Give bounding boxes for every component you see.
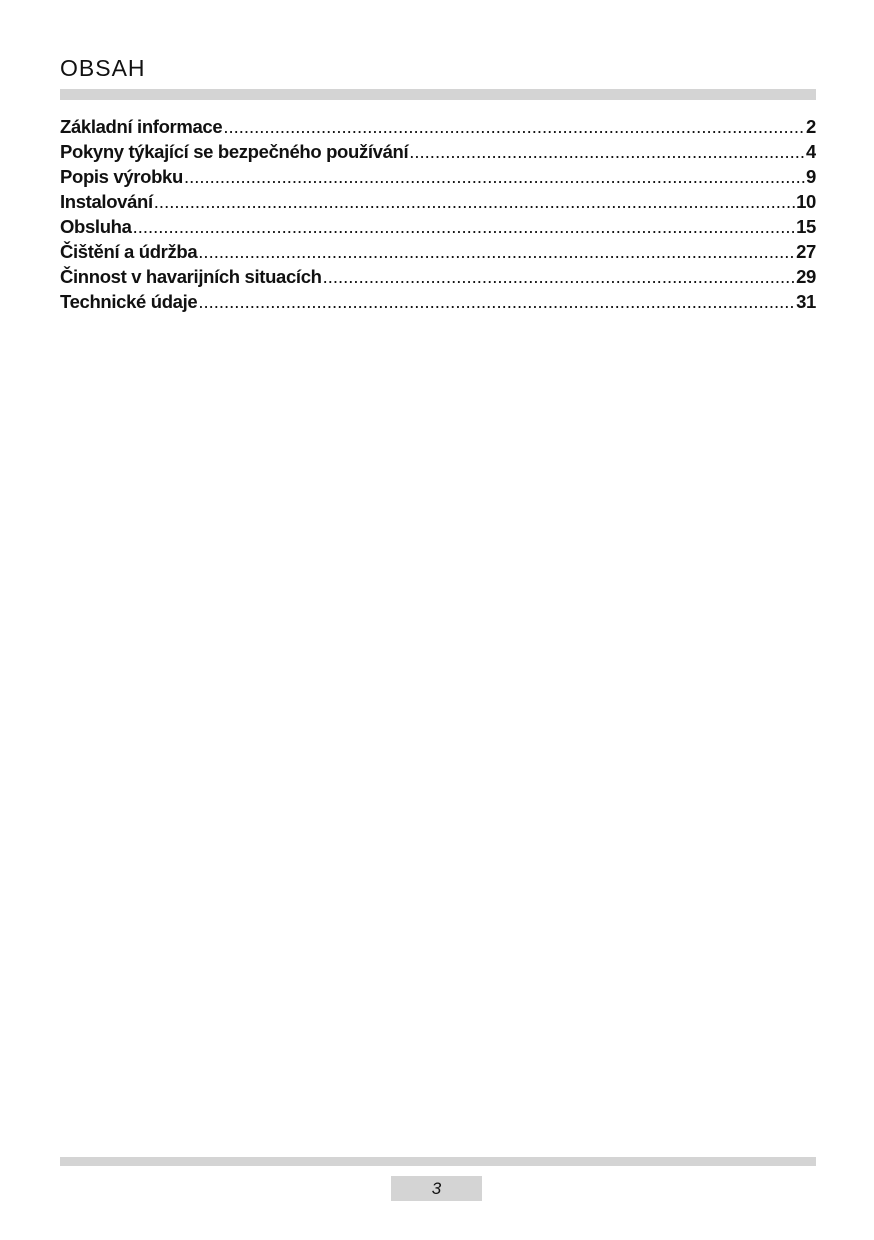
toc-entry-label: Technické údaje	[60, 291, 198, 312]
page-title: OBSAH	[60, 55, 146, 81]
toc-entry-page: 10	[796, 191, 816, 212]
toc-dot-leader	[223, 114, 805, 139]
toc-entry-installation[interactable]	[60, 189, 816, 214]
toc-dot-leader	[184, 164, 805, 189]
toc-entry-cleaning-maintenance[interactable]	[60, 239, 816, 264]
table-of-contents	[60, 114, 816, 314]
toc-entry-page: 31	[796, 291, 816, 312]
toc-entry-operation[interactable]	[60, 214, 816, 239]
toc-entry-page: 15	[796, 216, 816, 237]
toc-entry-emergency[interactable]	[60, 264, 816, 289]
toc-entry-page: 4	[806, 141, 816, 162]
toc-entry-page: 9	[806, 166, 816, 187]
toc-entry-label: Činnost v havarijních situacích	[60, 266, 322, 287]
toc-entry-label: Instalování	[60, 191, 153, 212]
toc-entry-page: 27	[796, 241, 816, 262]
toc-dot-leader	[323, 264, 796, 289]
toc-entry-page: 29	[796, 266, 816, 287]
toc-entry-product-description[interactable]	[60, 164, 816, 189]
page-number: 3	[391, 1176, 482, 1201]
toc-dot-leader	[133, 214, 796, 239]
bottom-divider	[60, 1157, 816, 1166]
toc-entry-technical-data[interactable]	[60, 289, 816, 314]
toc-entry-page: 2	[806, 116, 816, 137]
toc-dot-leader	[154, 189, 795, 214]
toc-entry-label: Obsluha	[60, 216, 132, 237]
toc-dot-leader	[198, 239, 795, 264]
toc-entry-safety-instructions[interactable]	[60, 139, 816, 164]
toc-entry-label: Pokyny týkající se bezpečného používání	[60, 141, 409, 162]
toc-dot-leader	[198, 289, 795, 314]
top-divider	[60, 89, 816, 100]
toc-entry-label: Čištění a údržba	[60, 241, 198, 262]
toc-entry-label: Popis výrobku	[60, 166, 183, 187]
toc-entry-label: Základní informace	[60, 116, 223, 137]
toc-entry-basic-information[interactable]	[60, 114, 816, 139]
toc-dot-leader	[409, 139, 805, 164]
